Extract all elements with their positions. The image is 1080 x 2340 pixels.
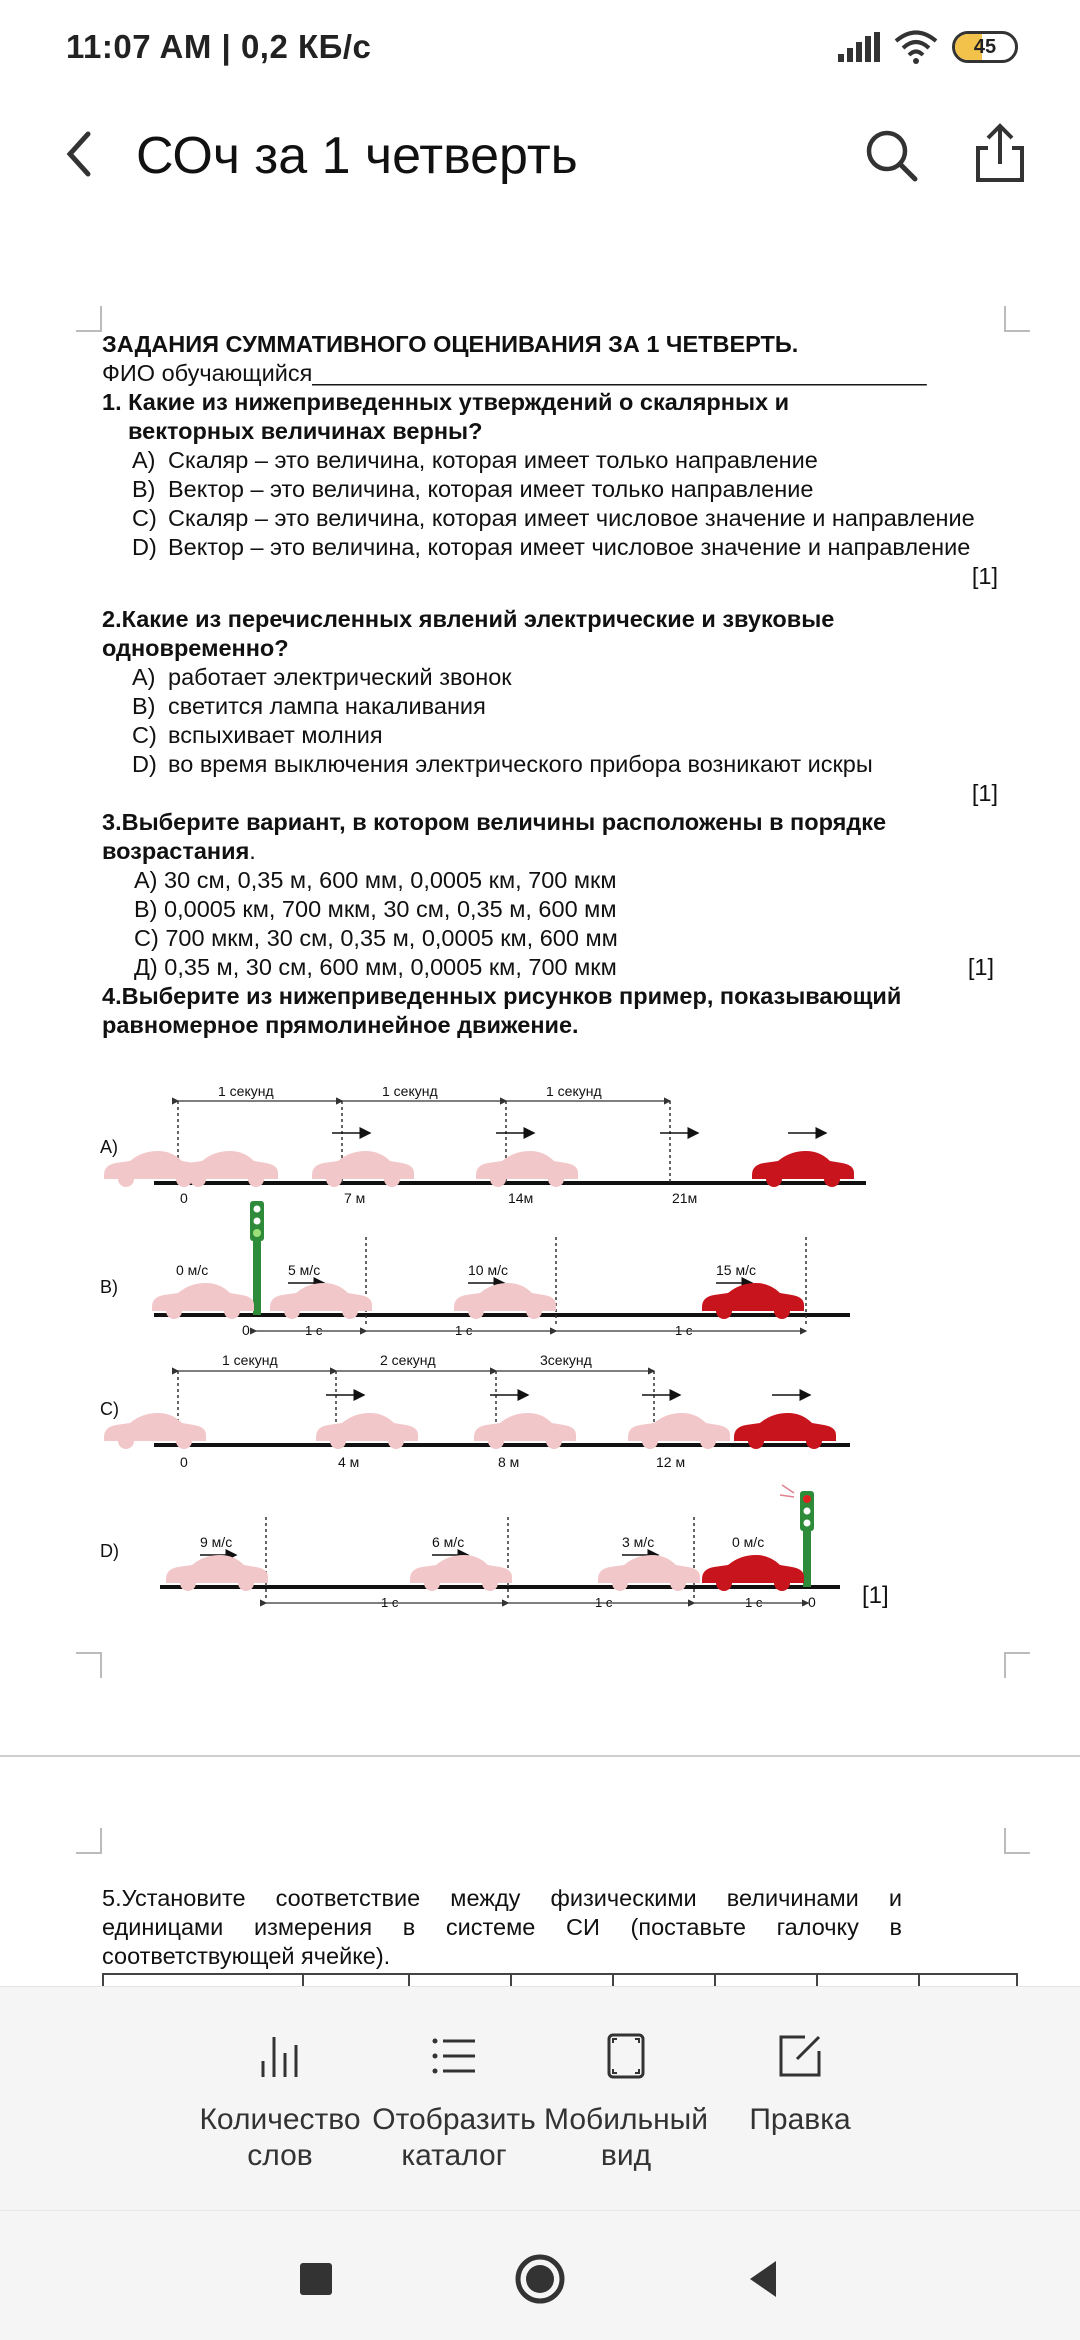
row-b-interval-label: 1 с	[455, 1323, 473, 1338]
motion-figure	[96, 1087, 916, 1647]
q5-body: Установите соответствие между физическими величинами и единицами измерения в системе СИ (поставьте галочку в соответствующей ячейке).	[102, 1885, 902, 1969]
option-text: Вектор – это величина, которая имеет числовое значение и направление	[168, 534, 971, 560]
row-d-interval-label: 1 с	[745, 1595, 763, 1610]
show-catalog-label: Отобразить каталог	[372, 2103, 536, 2172]
row-c-top-label: 2 секунд	[380, 1352, 436, 1368]
option-text: светится лампа накаливания	[168, 693, 486, 719]
back-arrow-icon[interactable]	[56, 124, 106, 184]
system-nav-bar	[0, 2210, 1080, 2340]
row-b-interval-label: 1 с	[305, 1323, 323, 1338]
word-count-label: Количество слов	[199, 2103, 361, 2172]
option-key: A)	[132, 447, 156, 473]
q4-mark: [1]	[862, 1582, 889, 1609]
q3-option: С) 700 мкм, 30 см, 0,35 м, 0,0005 км, 600 мм	[134, 925, 618, 951]
page-divider	[0, 1755, 1080, 1757]
red-glow	[780, 1485, 794, 1497]
doc-heading: ЗАДАНИЯ СУММАТИВНОГО ОЦЕНИВАНИЯ ЗА 1 ЧЕТВЕРТЬ.	[102, 331, 799, 357]
status-icons	[838, 30, 1018, 64]
row-d-speed-label: 9 м/с	[200, 1534, 233, 1550]
q1-option	[102, 475, 1002, 504]
q1-text-line1: Какие из нижеприведенных утверждений о скалярных и	[128, 389, 790, 415]
q3-option-text: Д) 0,35 м, 30 см, 600 мм, 0,0005 км, 700 мкм	[134, 954, 617, 980]
fio-line: ФИО обучающийся_______________________________________________	[102, 360, 927, 386]
list-icon	[429, 2031, 479, 2081]
crop-mark	[1004, 1828, 1030, 1854]
mobile-view-icon	[601, 2031, 651, 2081]
row-a-top-label: 1 секунд	[218, 1087, 274, 1099]
home-icon[interactable]	[512, 2251, 568, 2307]
option-text: Вектор – это величина, которая имеет только направление	[168, 476, 814, 502]
q1-option	[102, 533, 1002, 562]
network-speed: 0,2 КБ/с	[240, 28, 372, 65]
row-b-start-label: 0	[242, 1322, 250, 1338]
traffic-light-pole	[253, 1229, 261, 1315]
battery-icon	[952, 31, 1018, 63]
bottom-toolbar	[0, 1986, 1080, 2210]
light-red-on	[803, 1495, 811, 1503]
option-text: во время выключения электрического прибора возникают искры	[168, 751, 873, 777]
crop-mark	[76, 1652, 102, 1678]
row-b-speed-label: 10 м/с	[468, 1262, 508, 1278]
document-body	[102, 330, 1002, 1040]
row-d-end-label: 0	[808, 1594, 816, 1610]
q2-mark: [1]	[971, 780, 998, 806]
row-d-interval-label: 1 с	[595, 1595, 613, 1610]
option-key: B)	[132, 476, 156, 502]
light-off	[804, 1520, 811, 1527]
row-a-tick-label: 0	[180, 1190, 188, 1206]
crop-mark	[1004, 1652, 1030, 1678]
row-a-top-label: 1 секунд	[382, 1087, 438, 1099]
edit-label: Правка	[749, 2103, 851, 2136]
q2-option	[102, 663, 1002, 692]
row-d-interval-label: 1 с	[381, 1595, 399, 1610]
row-b-speed-label: 15 м/с	[716, 1262, 756, 1278]
light-off	[254, 1206, 261, 1213]
row-a-tick-label: 7 м	[344, 1190, 366, 1206]
q1-option	[102, 504, 1002, 533]
q2-title: 2.Какие из перечисленных явлений электрические и звуковые одновременно?	[102, 606, 835, 661]
row-a-top-label: 1 секунд	[546, 1087, 602, 1099]
option-key: D)	[132, 751, 157, 777]
q2-option	[102, 750, 1002, 779]
row-c-top-label: 1 секунд	[222, 1352, 278, 1368]
row-d-speed-label: 0 м/с	[732, 1534, 765, 1550]
q3-mark: [1]	[967, 954, 994, 980]
q3-option: А) 30 см, 0,35 м, 600 мм, 0,0005 км, 700 мкм	[134, 867, 617, 893]
clock: 11:07 AM	[66, 28, 212, 65]
row-a-tick-label: 14м	[508, 1190, 534, 1206]
row-c-tick-label: 12 м	[656, 1454, 686, 1470]
wifi-icon	[894, 30, 938, 64]
row-d-speed-label: 6 м/с	[432, 1534, 465, 1550]
back-nav-icon[interactable]	[736, 2251, 792, 2307]
q2-option	[102, 692, 1002, 721]
q3-option: В) 0,0005 км, 700 мкм, 30 см, 0,35 м, 600 мм	[134, 896, 617, 922]
search-icon[interactable]	[862, 126, 920, 184]
option-key: D)	[132, 534, 157, 560]
option-key: A)	[132, 664, 156, 690]
q4-number: 4	[102, 983, 116, 1009]
crop-mark	[76, 1828, 102, 1854]
row-c-tick-label: 0	[180, 1454, 188, 1470]
crop-mark	[1004, 306, 1030, 332]
q1-title	[102, 388, 1002, 417]
option-text: работает электрический звонок	[168, 664, 512, 690]
row-d-speed-label: 3 м/с	[622, 1534, 655, 1550]
status-bar	[0, 0, 1080, 100]
battery-level: 45	[973, 35, 997, 58]
option-text: Скаляр – это величина, которая имеет только направление	[168, 447, 818, 473]
row-c-top-label: 3секунд	[540, 1352, 592, 1368]
option-text: Скаляр – это величина, которая имеет числовое значение и направление	[168, 505, 975, 531]
light-off	[254, 1218, 261, 1225]
edit-button[interactable]	[710, 1987, 890, 2211]
separator: |	[221, 28, 241, 65]
row-a-tick-label: 21м	[672, 1190, 698, 1206]
q4-title	[102, 982, 1002, 1011]
q3-text: 3.Выберите вариант, в котором величины расположены в порядке возрастания	[102, 809, 887, 864]
app-bar	[0, 100, 1080, 210]
option-key: C)	[132, 505, 157, 531]
row-c-label: C)	[100, 1399, 119, 1419]
option-text: вспыхивает молния	[168, 722, 383, 748]
q1-number: 1.	[102, 389, 122, 415]
row-a-label: A)	[100, 1137, 118, 1157]
q3-option-last	[102, 953, 1002, 982]
row-c-tick-label: 8 м	[498, 1454, 520, 1470]
row-b-speed-label: 5 м/с	[288, 1262, 321, 1278]
light-off	[804, 1508, 811, 1515]
q5-table-top	[102, 1973, 1018, 1985]
show-catalog-button[interactable]	[364, 1987, 544, 2211]
share-icon[interactable]	[970, 122, 1030, 184]
row-b-interval-label: 1 с	[675, 1323, 693, 1338]
edit-icon	[775, 2031, 825, 2081]
q5-number: 5.	[102, 1885, 122, 1911]
option-key: B)	[132, 693, 156, 719]
row-b-speed-label: 0 м/с	[176, 1262, 209, 1278]
q2-option	[102, 721, 1002, 750]
q5-text	[102, 1884, 902, 1971]
light-green-on	[253, 1229, 261, 1237]
mobile-view-label: Мобильный вид	[544, 2103, 708, 2172]
signal-icon	[838, 32, 880, 62]
document-page-1[interactable]	[0, 290, 1080, 1690]
mobile-view-button[interactable]	[536, 1987, 716, 2211]
document-title: СОч за 1 четверть	[136, 127, 578, 185]
bar-chart-icon	[255, 2031, 305, 2081]
word-count-button[interactable]	[190, 1987, 370, 2211]
row-b-label: B)	[100, 1277, 118, 1297]
q1-mark: [1]	[971, 563, 998, 589]
q4-title-line2: равномерное прямолинейное движение.	[102, 1012, 579, 1038]
option-key: C)	[132, 722, 157, 748]
q4-text-line1: .Выберите из нижеприведенных рисунков пример, показывающий	[115, 983, 902, 1009]
q1-option	[102, 446, 1002, 475]
status-time	[66, 28, 371, 66]
crop-mark	[76, 306, 102, 332]
recents-icon[interactable]	[288, 2251, 344, 2307]
row-d-label: D)	[100, 1541, 119, 1561]
q3-title	[102, 808, 1002, 866]
q1-title-line2: векторных величинах верны?	[128, 418, 483, 444]
row-c-tick-label: 4 м	[338, 1454, 360, 1470]
q3-dot: .	[249, 838, 256, 864]
